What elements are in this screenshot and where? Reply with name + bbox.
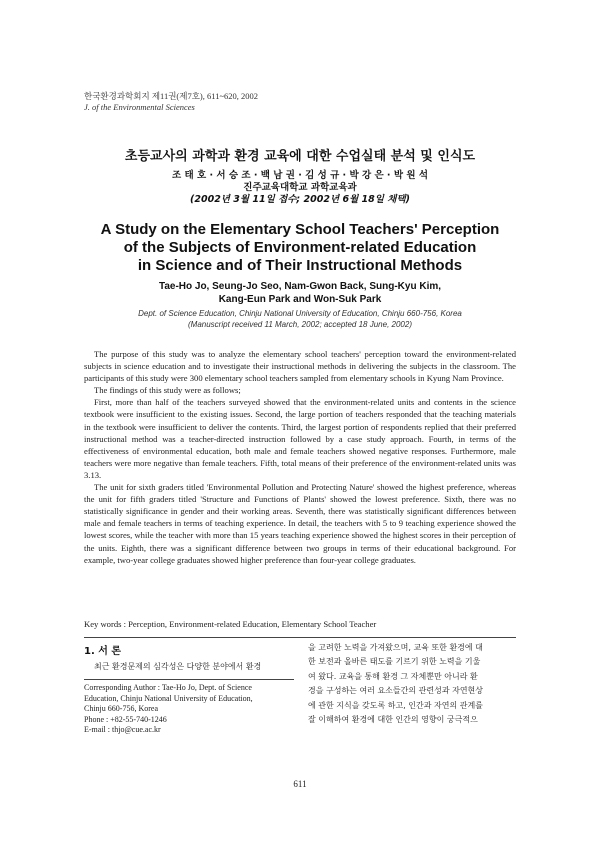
keywords-divider [84,637,516,638]
footnote-divider [84,679,294,680]
korean-title: 초등교사의 과학과 환경 교육에 대한 수업실태 분석 및 인식도 [124,149,476,164]
abstract [84,348,516,566]
korean-dates: (2002년 3월 11일 접수; 2002년 6월 18일 채택) [190,194,410,205]
abstract-paragraph: The findings of this study were as follows; [94,385,241,396]
footnote-line: Corresponding Author : Tae-Ho Jo, Dept. of Science [84,683,252,692]
abstract-paragraph: The purpose of this study was to analyze the elementary school teachers' perception toward the environment-related subjects in science education and to investigate their instructional methods in delivering the subjects in the classroom. The participants of this study were 300 elementary school teachers sampled from elementary schools in Kyung Nam Province. [84,349,516,384]
english-title-line: of the Subjects of Environment-related Education [123,239,477,256]
english-title [0,221,600,275]
left-column-text: 최근 환경문제의 심각성은 다양한 분야에서 환경 [94,662,262,671]
manuscript-dates: (Manuscript received 11 March, 2002; accepted 18 June, 2002) [188,320,412,329]
english-affiliation-block [0,308,600,330]
journal-header [84,91,258,113]
page-number: 611 [293,779,307,789]
abstract-paragraph: First, more than half of the teachers surveyed showed that the environment-related units and contents in the science textbook were insufficient to the existing issues. Second, the large portion of teachers responded that the teaching materials in the textbook were insufficient to deliver the contents. Third, the largest portion of respondents replied that their preferred instructional method was a teacher-directed instruction followed by a case study approach. Fourth, in terms of the effectiveness of environmental education, both male and female teachers showed negative responses. Furthermore, male teachers were more negative than female teachers. Fifth, total means of their preference of the environment-related units was 3.13. [84,397,516,480]
english-authors [0,280,600,306]
english-title-line: A Study on the Elementary School Teachers' Perception [100,221,500,238]
abstract-paragraph: The unit for sixth graders titled 'Environmental Pollution and Protecting Nature' showed the highest preference, whereas the unit for fifth graders titled 'Structure and Functions of Plants' showed the lowest preference. Sixth, there was no statistically significance in gender and their working areas. Seventh, there was statistically significant differences between male and female teachers in terms of teaching experience. In detail, the teachers with 5 to 9 teaching experience showed the lowest scores, while the teacher with more than 15 years teaching experience showed the highest scores in their perception of the units. Eighth, there was a significant difference between two groups in terms of their educational background. For example, two-year college graduates showed higher preference than four-year college graduates. [84,482,516,565]
korean-affiliation: 진주교육대학교 과학교육과 [243,182,357,193]
journal-english: J. of the Environmental Sciences [84,102,195,112]
left-column [84,645,294,673]
journal-korean: 한국환경과학회지 제11권(제7호), 611~620, 2002 [84,91,259,101]
footnote-line: Chinju 660-756, Korea [84,704,158,714]
right-column-line: 에 관한 지식을 갖도록 하고, 인간과 자연의 관계를 [308,700,483,710]
right-column-line: 잘 이해하여 환경에 대한 인간의 영향이 궁극적으 [308,715,478,725]
section-heading: 1. 서 론 [84,646,122,657]
footnote-line: E-mail : thjo@cue.ac.kr [84,725,161,735]
english-authors-line: Kang-Eun Park and Won-Suk Park [218,294,382,305]
footnote-line: Phone : +82-55-740-1246 [84,714,167,724]
right-column-line: 한 보전과 올바른 태도를 기르기 위한 노력을 기울 [308,657,481,667]
footnote-line: Education, Chinju National University of Education, [84,693,253,703]
right-column-line: 을 고려한 노력을 가져왔으며, 교육 또한 환경에 대 [308,643,483,652]
english-title-line: in Science and of Their Instructional Methods [137,257,463,274]
english-authors-line: Tae-Ho Jo, Seung-Jo Seo, Nam-Gwon Back, Sung-Kyu Kim, [158,281,442,292]
keywords: Key words : Perception, Environment-related Education, Elementary School Teacher [84,619,377,629]
right-column-line: 경을 구성하는 여러 요소들간의 관련성과 자연현상 [308,686,484,696]
right-column-line: 여 왔다. 교육을 통해 환경 그 자체뿐만 아니라 환 [308,671,478,681]
english-affiliation: Dept. of Science Education, Chinju National University of Education, Chinju 660-756, Korea [138,309,462,318]
korean-author-block [0,170,600,206]
korean-authors: 조 태 호 · 서 승 조 · 백 남 권 · 김 성 규 · 박 강 은 · 박 원 석 [172,170,428,181]
right-column [308,641,518,727]
corresponding-author-footnote [84,683,296,736]
